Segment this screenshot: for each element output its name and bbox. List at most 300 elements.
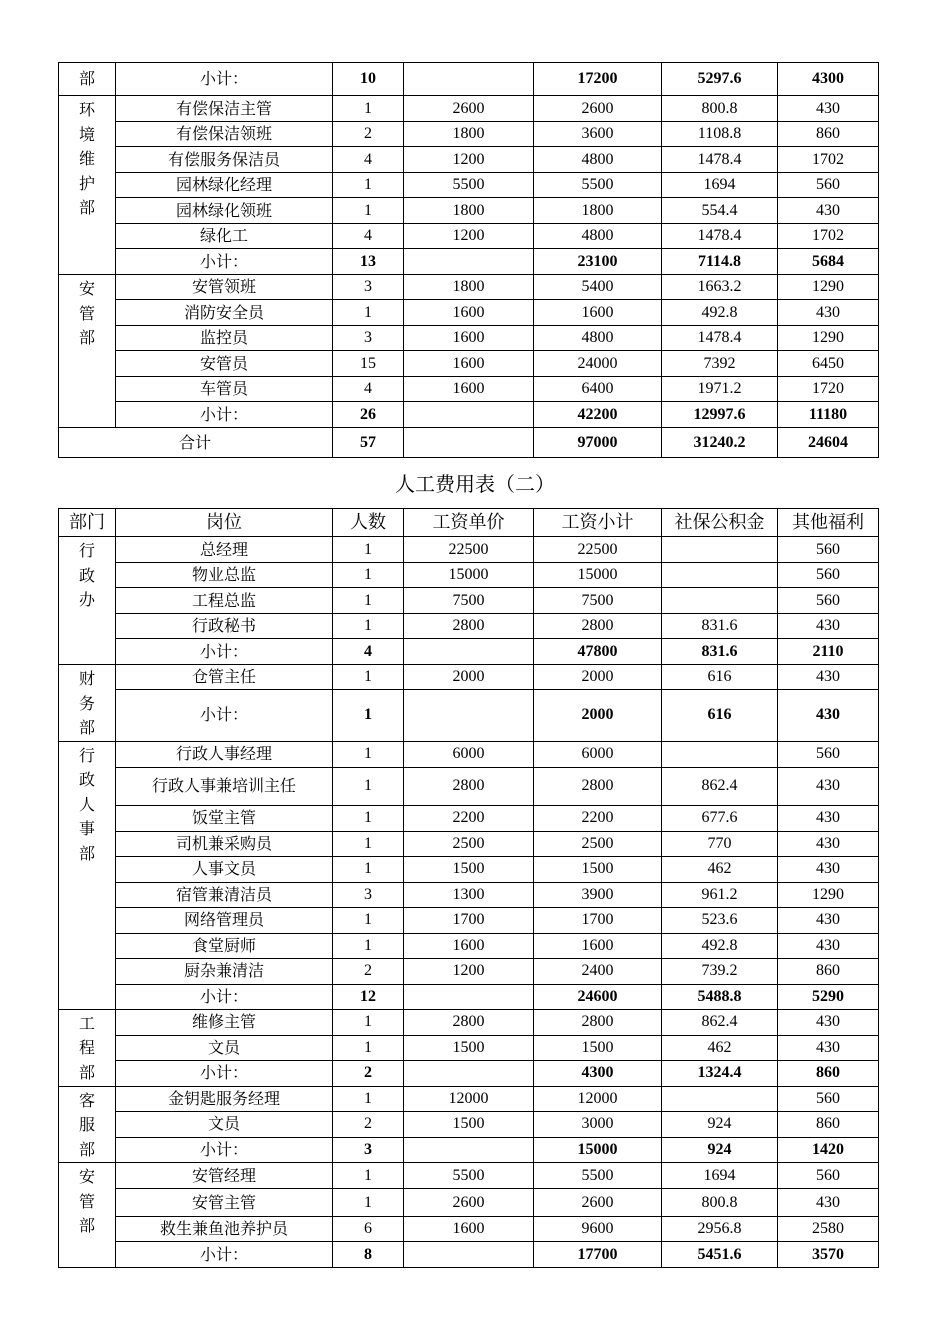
table-row: [59, 1189, 879, 1217]
social-security-cell: 12997.6: [662, 402, 778, 428]
subtotal-row: [59, 249, 879, 275]
dept-label: 行政办: [78, 541, 95, 609]
post-cell: 工程总监: [116, 588, 333, 614]
count-cell: 1: [333, 665, 404, 690]
other-benefits-cell: 11180: [778, 402, 879, 428]
wage-subtotal-cell: 2800: [534, 614, 662, 639]
post-cell: 总经理: [116, 537, 333, 563]
count-cell: 6: [333, 1217, 404, 1242]
wage-subtotal-cell: 1600: [534, 933, 662, 958]
wage-subtotal-cell: 2000: [534, 665, 662, 690]
unit-wage-cell: 1200: [404, 958, 534, 984]
other-benefits-cell: 430: [778, 300, 879, 326]
table-row: [59, 224, 879, 249]
post-cell: 宿管兼清洁员: [116, 882, 333, 907]
other-benefits-cell: 860: [778, 122, 879, 147]
other-benefits-cell: 5290: [778, 984, 879, 1009]
social-security-cell: 1324.4: [662, 1060, 778, 1086]
wage-subtotal-cell: 24600: [534, 984, 662, 1009]
other-benefits-cell: 430: [778, 665, 879, 690]
table-row: [59, 563, 879, 588]
social-security-cell: 462: [662, 856, 778, 882]
total-count: 57: [333, 428, 404, 458]
table-row: [59, 1009, 879, 1035]
count-cell: 3: [333, 326, 404, 351]
unit-wage-cell: 15000: [404, 563, 534, 588]
unit-wage-cell: [404, 402, 534, 428]
other-benefits-cell: 2580: [778, 1217, 879, 1242]
post-cell: 文员: [116, 1035, 333, 1060]
table-row: [59, 275, 879, 300]
other-benefits-cell: 430: [778, 690, 879, 741]
unit-wage-cell: [404, 639, 534, 665]
table-row: [59, 665, 879, 690]
social-security-cell: [662, 563, 778, 588]
social-security-cell: 924: [662, 1137, 778, 1162]
other-benefits-cell: 1290: [778, 326, 879, 351]
wage-subtotal-cell: 17200: [534, 63, 662, 96]
count-cell: 1: [333, 741, 404, 767]
social-security-cell: 616: [662, 690, 778, 741]
social-security-cell: [662, 588, 778, 614]
table-row: [59, 1086, 879, 1111]
dept-label: 财务部: [78, 669, 95, 737]
table-row: [59, 588, 879, 614]
other-benefits-cell: 6450: [778, 351, 879, 377]
wage-subtotal-cell: 5500: [534, 1163, 662, 1189]
unit-wage-cell: 2800: [404, 614, 534, 639]
table-row: [59, 351, 879, 377]
count-cell: 1: [333, 96, 404, 122]
social-security-cell: 492.8: [662, 300, 778, 326]
other-benefits-cell: 1420: [778, 1137, 879, 1162]
other-benefits-cell: 1290: [778, 275, 879, 300]
unit-wage-cell: 1600: [404, 933, 534, 958]
wage-subtotal-cell: 4800: [534, 224, 662, 249]
unit-wage-cell: 1500: [404, 1111, 534, 1137]
unit-wage-cell: 1800: [404, 198, 534, 224]
count-cell: 15: [333, 351, 404, 377]
other-benefits-cell: 560: [778, 1086, 879, 1111]
wage-subtotal-cell: 24000: [534, 351, 662, 377]
count-cell: 1: [333, 805, 404, 831]
dept-cell: [59, 96, 116, 275]
other-benefits-cell: 1702: [778, 224, 879, 249]
other-benefits-cell: 430: [778, 1035, 879, 1060]
total-other: 24604: [778, 428, 879, 458]
unit-wage-cell: 2500: [404, 831, 534, 856]
social-security-cell: 1478.4: [662, 224, 778, 249]
dept-label: 安管部: [78, 1167, 95, 1235]
subtotal-label: 小计：: [116, 984, 333, 1009]
subtotal-row: [59, 1060, 879, 1086]
unit-wage-cell: 1600: [404, 351, 534, 377]
count-cell: 4: [333, 224, 404, 249]
other-benefits-cell: 860: [778, 958, 879, 984]
header-social-security: 社保公积金: [662, 509, 778, 537]
header-count: 人数: [333, 509, 404, 537]
post-cell: 监控员: [116, 326, 333, 351]
post-cell: 网络管理员: [116, 907, 333, 933]
social-security-cell: 924: [662, 1111, 778, 1137]
subtotal-label: 小计：: [116, 690, 333, 741]
table-row: [59, 767, 879, 805]
other-benefits-cell: 430: [778, 198, 879, 224]
count-cell: 1: [333, 563, 404, 588]
wage-subtotal-cell: 15000: [534, 563, 662, 588]
post-cell: 行政人事兼培训主任: [116, 767, 333, 805]
social-security-cell: 492.8: [662, 933, 778, 958]
wage-subtotal-cell: 17700: [534, 1242, 662, 1268]
dept-label: 安管部: [78, 279, 95, 347]
social-security-cell: 616: [662, 665, 778, 690]
post-cell: 有偿服务保洁员: [116, 147, 333, 173]
wage-subtotal-cell: 5500: [534, 173, 662, 198]
count-cell: 1: [333, 173, 404, 198]
other-benefits-cell: 560: [778, 537, 879, 563]
post-cell: 安管主管: [116, 1189, 333, 1217]
unit-wage-cell: 1800: [404, 275, 534, 300]
post-cell: 人事文员: [116, 856, 333, 882]
table-row: [59, 907, 879, 933]
count-cell: 2: [333, 1111, 404, 1137]
count-cell: 1: [333, 856, 404, 882]
post-cell: 行政人事经理: [116, 741, 333, 767]
social-security-cell: 1478.4: [662, 326, 778, 351]
count-cell: 3: [333, 1137, 404, 1162]
other-benefits-cell: 430: [778, 805, 879, 831]
post-cell: 厨杂兼清洁: [116, 958, 333, 984]
dept-cell: [59, 1086, 116, 1163]
count-cell: 13: [333, 249, 404, 275]
count-cell: 1: [333, 690, 404, 741]
other-benefits-cell: 560: [778, 173, 879, 198]
table-row: [59, 198, 879, 224]
subtotal-row: [59, 984, 879, 1009]
subtotal-label: 小计：: [116, 402, 333, 428]
table-row: [59, 326, 879, 351]
table-row: [59, 614, 879, 639]
wage-subtotal-cell: 1500: [534, 1035, 662, 1060]
unit-wage-cell: 2800: [404, 1009, 534, 1035]
header-other-benefits: 其他福利: [778, 509, 879, 537]
other-benefits-cell: 430: [778, 767, 879, 805]
total-label: 合计: [59, 428, 333, 458]
social-security-cell: [662, 1086, 778, 1111]
table-row: [59, 1111, 879, 1137]
post-cell: 金钥匙服务经理: [116, 1086, 333, 1111]
wage-subtotal-cell: 12000: [534, 1086, 662, 1111]
other-benefits-cell: 560: [778, 741, 879, 767]
social-security-cell: 7114.8: [662, 249, 778, 275]
social-security-cell: 1108.8: [662, 122, 778, 147]
wage-subtotal-cell: 6400: [534, 377, 662, 402]
wage-subtotal-cell: 2600: [534, 1189, 662, 1217]
social-security-cell: 5297.6: [662, 63, 778, 96]
table-row: [59, 831, 879, 856]
social-security-cell: 831.6: [662, 614, 778, 639]
wage-subtotal-cell: 2800: [534, 1009, 662, 1035]
dept-label: 行政人事部: [78, 745, 95, 863]
wage-subtotal-cell: 2800: [534, 767, 662, 805]
header-wage-subtotal: 工资小计: [534, 509, 662, 537]
dept-cell: [59, 275, 116, 428]
unit-wage-cell: [404, 1060, 534, 1086]
unit-wage-cell: 5500: [404, 1163, 534, 1189]
unit-wage-cell: [404, 1242, 534, 1268]
wage-subtotal-cell: 1600: [534, 300, 662, 326]
dept-cell: [59, 63, 116, 96]
count-cell: 4: [333, 147, 404, 173]
wage-subtotal-cell: 2400: [534, 958, 662, 984]
social-security-cell: [662, 537, 778, 563]
wage-subtotal-cell: 4800: [534, 326, 662, 351]
social-security-cell: 1694: [662, 1163, 778, 1189]
post-cell: 有偿保洁主管: [116, 96, 333, 122]
count-cell: 2: [333, 122, 404, 147]
unit-wage-cell: 5500: [404, 173, 534, 198]
wage-subtotal-cell: 4300: [534, 1060, 662, 1086]
other-benefits-cell: 560: [778, 1163, 879, 1189]
social-security-cell: 5451.6: [662, 1242, 778, 1268]
count-cell: 2: [333, 958, 404, 984]
subtotal-row: [59, 690, 879, 741]
header-dept: 部门: [59, 509, 116, 537]
other-benefits-cell: 860: [778, 1111, 879, 1137]
unit-wage-cell: 7500: [404, 588, 534, 614]
labor-cost-table-2: [58, 508, 879, 1268]
other-benefits-cell: 430: [778, 96, 879, 122]
unit-wage-cell: 1500: [404, 1035, 534, 1060]
table-row: [59, 741, 879, 767]
other-benefits-cell: 430: [778, 831, 879, 856]
other-benefits-cell: 560: [778, 563, 879, 588]
social-security-cell: 7392: [662, 351, 778, 377]
unit-wage-cell: 2600: [404, 96, 534, 122]
dept-cell: [59, 1009, 116, 1086]
other-benefits-cell: 1702: [778, 147, 879, 173]
wage-subtotal-cell: 5400: [534, 275, 662, 300]
post-cell: 食堂厨师: [116, 933, 333, 958]
social-security-cell: 1971.2: [662, 377, 778, 402]
unit-wage-cell: 1300: [404, 882, 534, 907]
dept-label: 部: [78, 68, 95, 88]
unit-wage-cell: 12000: [404, 1086, 534, 1111]
post-cell: 安管员: [116, 351, 333, 377]
dept-label: 环境维护部: [78, 100, 95, 217]
wage-subtotal-cell: 4800: [534, 147, 662, 173]
header-post: 岗位: [116, 509, 333, 537]
social-security-cell: 677.6: [662, 805, 778, 831]
count-cell: 1: [333, 614, 404, 639]
wage-subtotal-cell: 3600: [534, 122, 662, 147]
wage-subtotal-cell: 47800: [534, 639, 662, 665]
post-cell: 维修主管: [116, 1009, 333, 1035]
wage-subtotal-cell: 42200: [534, 402, 662, 428]
other-benefits-cell: 860: [778, 1060, 879, 1086]
wage-subtotal-cell: 2200: [534, 805, 662, 831]
other-benefits-cell: 4300: [778, 63, 879, 96]
dept-label: 客服部: [78, 1090, 95, 1159]
social-security-cell: 2956.8: [662, 1217, 778, 1242]
post-cell: 仓管主任: [116, 665, 333, 690]
social-security-cell: 739.2: [662, 958, 778, 984]
count-cell: 3: [333, 882, 404, 907]
subtotal-row: [59, 63, 879, 96]
count-cell: 1: [333, 537, 404, 563]
wage-subtotal-cell: 22500: [534, 537, 662, 563]
wage-subtotal-cell: 2500: [534, 831, 662, 856]
unit-wage-cell: [404, 984, 534, 1009]
post-cell: 有偿保洁领班: [116, 122, 333, 147]
post-cell: 绿化工: [116, 224, 333, 249]
other-benefits-cell: 430: [778, 614, 879, 639]
unit-wage-cell: 1500: [404, 856, 534, 882]
social-security-cell: 961.2: [662, 882, 778, 907]
social-security-cell: 523.6: [662, 907, 778, 933]
total-social: 31240.2: [662, 428, 778, 458]
unit-wage-cell: [404, 249, 534, 275]
post-cell: 消防安全员: [116, 300, 333, 326]
unit-wage-cell: 1600: [404, 377, 534, 402]
count-cell: 12: [333, 984, 404, 1009]
table-row: [59, 856, 879, 882]
wage-subtotal-cell: 1700: [534, 907, 662, 933]
post-cell: 物业总监: [116, 563, 333, 588]
total-unit: [404, 428, 534, 458]
dept-cell: [59, 665, 116, 742]
count-cell: 2: [333, 1060, 404, 1086]
table-row: [59, 1035, 879, 1060]
dept-cell: [59, 1163, 116, 1268]
post-cell: 安管领班: [116, 275, 333, 300]
count-cell: 1: [333, 1163, 404, 1189]
count-cell: 3: [333, 275, 404, 300]
unit-wage-cell: 6000: [404, 741, 534, 767]
header-unit-wage: 工资单价: [404, 509, 534, 537]
post-cell: 饭堂主管: [116, 805, 333, 831]
total-subtotal: 97000: [534, 428, 662, 458]
dept-cell: [59, 537, 116, 665]
other-benefits-cell: 430: [778, 1189, 879, 1217]
dept-cell: [59, 741, 116, 1009]
social-security-cell: [662, 741, 778, 767]
labor-cost-table-1: [58, 62, 879, 458]
other-benefits-cell: 1290: [778, 882, 879, 907]
wage-subtotal-cell: 1500: [534, 856, 662, 882]
table-row: [59, 882, 879, 907]
social-security-cell: 462: [662, 1035, 778, 1060]
count-cell: 1: [333, 1086, 404, 1111]
unit-wage-cell: 2800: [404, 767, 534, 805]
table-title: 人工费用表（二）: [395, 472, 555, 496]
social-security-cell: 800.8: [662, 96, 778, 122]
wage-subtotal-cell: 2600: [534, 96, 662, 122]
other-benefits-cell: 560: [778, 588, 879, 614]
count-cell: 1: [333, 1035, 404, 1060]
subtotal-label: 小计：: [116, 1137, 333, 1162]
header-row: [59, 509, 879, 537]
social-security-cell: 862.4: [662, 767, 778, 805]
subtotal-row: [59, 1242, 879, 1268]
table-row: [59, 96, 879, 122]
count-cell: 1: [333, 300, 404, 326]
wage-subtotal-cell: 23100: [534, 249, 662, 275]
table-row: [59, 173, 879, 198]
count-cell: 1: [333, 933, 404, 958]
social-security-cell: 800.8: [662, 1189, 778, 1217]
unit-wage-cell: 2200: [404, 805, 534, 831]
post-cell: 园林绿化经理: [116, 173, 333, 198]
wage-subtotal-cell: 7500: [534, 588, 662, 614]
wage-subtotal-cell: 15000: [534, 1137, 662, 1162]
unit-wage-cell: 1600: [404, 1217, 534, 1242]
unit-wage-cell: 22500: [404, 537, 534, 563]
unit-wage-cell: 2600: [404, 1189, 534, 1217]
count-cell: 1: [333, 831, 404, 856]
unit-wage-cell: 2000: [404, 665, 534, 690]
other-benefits-cell: 430: [778, 907, 879, 933]
count-cell: 1: [333, 907, 404, 933]
table-row: [59, 805, 879, 831]
unit-wage-cell: [404, 63, 534, 96]
wage-subtotal-cell: 2000: [534, 690, 662, 741]
count-cell: 1: [333, 1009, 404, 1035]
table-row: [59, 1217, 879, 1242]
post-cell: 行政秘书: [116, 614, 333, 639]
subtotal-label: 小计：: [116, 63, 333, 96]
subtotal-label: 小计：: [116, 639, 333, 665]
social-security-cell: 831.6: [662, 639, 778, 665]
wage-subtotal-cell: 1800: [534, 198, 662, 224]
social-security-cell: 5488.8: [662, 984, 778, 1009]
count-cell: 8: [333, 1242, 404, 1268]
other-benefits-cell: 2110: [778, 639, 879, 665]
unit-wage-cell: 1600: [404, 326, 534, 351]
other-benefits-cell: 430: [778, 856, 879, 882]
count-cell: 10: [333, 63, 404, 96]
table-row: [59, 933, 879, 958]
subtotal-label: 小计：: [116, 1242, 333, 1268]
subtotal-label: 小计：: [116, 249, 333, 275]
table-row: [59, 958, 879, 984]
unit-wage-cell: [404, 690, 534, 741]
unit-wage-cell: 1200: [404, 147, 534, 173]
count-cell: 1: [333, 588, 404, 614]
other-benefits-cell: 3570: [778, 1242, 879, 1268]
post-cell: 文员: [116, 1111, 333, 1137]
social-security-cell: 554.4: [662, 198, 778, 224]
count-cell: 4: [333, 377, 404, 402]
count-cell: 1: [333, 767, 404, 805]
table-row: [59, 122, 879, 147]
post-cell: 园林绿化领班: [116, 198, 333, 224]
wage-subtotal-cell: 3900: [534, 882, 662, 907]
count-cell: 1: [333, 198, 404, 224]
other-benefits-cell: 430: [778, 933, 879, 958]
post-cell: 安管经理: [116, 1163, 333, 1189]
subtotal-row: [59, 1137, 879, 1162]
social-security-cell: 1663.2: [662, 275, 778, 300]
social-security-cell: 770: [662, 831, 778, 856]
unit-wage-cell: 1200: [404, 224, 534, 249]
total-row: [59, 428, 879, 458]
count-cell: 4: [333, 639, 404, 665]
wage-subtotal-cell: 6000: [534, 741, 662, 767]
social-security-cell: 862.4: [662, 1009, 778, 1035]
subtotal-row: [59, 402, 879, 428]
unit-wage-cell: 1700: [404, 907, 534, 933]
